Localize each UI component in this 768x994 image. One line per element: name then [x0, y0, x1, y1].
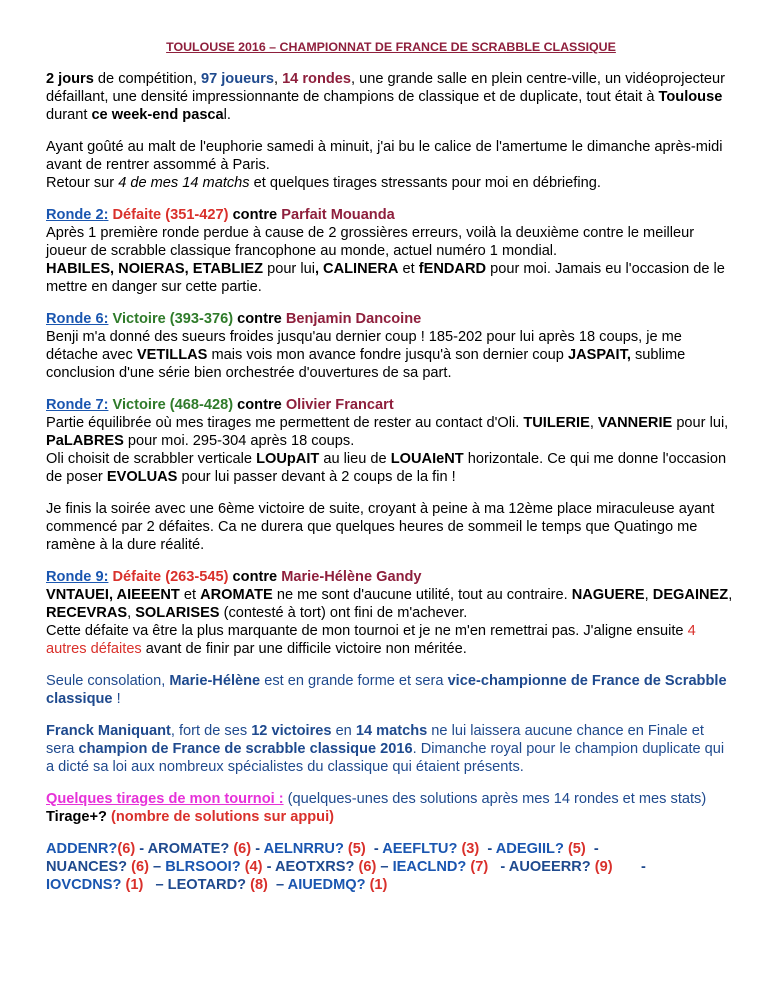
- champion-paragraph: Franck Maniquant, fort de ses 12 victoires en 14 matchs ne lui laissera aucune chance en Finale et sera champion de France de scrabble classique 2016. Dimanche royal pour le champion duplicate qui a dicté sa loi aux nombreux spécialistes du classique qui étaient présents.: [46, 723, 725, 775]
- tirage-separator: -: [612, 859, 650, 875]
- round-2-result: Défaite (351-427): [108, 207, 229, 223]
- tirage-word: IOVCDNS?: [46, 877, 126, 893]
- tirage-count: (9): [594, 859, 613, 875]
- tirage-word: AROMATE?: [147, 841, 234, 857]
- round-7-link[interactable]: Ronde 7:: [46, 397, 109, 413]
- tirage-count: (6): [117, 841, 136, 857]
- defeats-highlight: 4 autres défaites: [46, 623, 696, 657]
- tirage-separator: -: [135, 841, 148, 857]
- tirage-word: NUANCES?: [46, 859, 132, 875]
- round-2-link[interactable]: Ronde 2: [46, 207, 104, 223]
- tirage-count: (1): [125, 877, 144, 893]
- tirage-separator: –: [143, 877, 168, 893]
- words: , CALINERA: [314, 261, 399, 277]
- words: VETILLAS: [136, 347, 208, 363]
- round-2-opponent: Parfait Mouanda: [281, 207, 395, 223]
- tirage-count: (6): [358, 859, 377, 875]
- tirage-word: AUOEERR?: [508, 859, 595, 875]
- tirage-word: BLRSOOI?: [165, 859, 245, 875]
- tirage-separator: -: [262, 859, 275, 875]
- tirage-separator: –: [376, 859, 393, 875]
- round-6-link[interactable]: Ronde 6:: [46, 311, 109, 327]
- tirage-word: ADDENR?: [46, 841, 118, 857]
- words: HABILES, NOIERAS, ETABLIEZ: [46, 261, 264, 277]
- tirage-count: (4): [244, 859, 263, 875]
- tirages-heading-link[interactable]: Quelques tirages de mon tournoi :: [46, 791, 284, 807]
- words: TUILERIE: [523, 415, 590, 431]
- words: VANNERIE: [597, 415, 673, 431]
- round-6-section: Ronde 6: Victoire (393-376) contre Benjamin Dancoine Benji m'a donné des sueurs froides jusqu'au dernier coup ! 185-202 pour lui après 18 coups, je me détache avec VETILLAS mais vois mon avance fondre jusqu'à son dernier coup JASPAIT, sublime conclusion d'une série bien orchestrée d'ouvertures de sa part.: [46, 311, 686, 381]
- words: DEGAINEZ: [652, 587, 729, 603]
- tirage-word: LEOTARD?: [167, 877, 251, 893]
- tirage-separator: –: [148, 859, 166, 875]
- document-title: TOULOUSE 2016 – CHAMPIONNAT DE FRANCE DE SCRABBLE CLASSIQUE: [166, 40, 616, 54]
- tirage-count: (3): [461, 841, 480, 857]
- tirage-count: (7): [470, 859, 489, 875]
- tirage-count: (5): [347, 841, 366, 857]
- context-paragraph: Ayant goûté au malt de l'euphorie samedi à minuit, j'ai bu le calice de l'amertume le dimanche après-midi avant de rentrer assommé à Paris. Retour sur 4 de mes 14 matchs et quelques tirages stressants pour moi en débriefing.: [46, 139, 723, 191]
- tirage-word: ADEGIIL?: [495, 841, 568, 857]
- words: PaLABRES: [46, 433, 124, 449]
- tirage-separator: –: [267, 877, 288, 893]
- tirage-separator: -: [585, 841, 607, 857]
- round-2-section: Ronde 2: Défaite (351-427) contre Parfait Mouanda Après 1 première ronde perdue à cause de 2 grossières erreurs, voilà la deuxième contre le meilleur joueur de scrabble classique francophone au monde, actuel numéro 1 mondial. HABILES, NOIERAS, ETABLIEZ pour lui, CALINERA et fENDARD pour moi. Jamais eu l'occasion de le mettre en danger sur cette partie.: [46, 207, 725, 295]
- words: EVOLUAS: [106, 469, 178, 485]
- tirage-separator: -: [479, 841, 496, 857]
- days-count: 2 jours: [46, 71, 94, 87]
- tirage-word: IEACLND?: [392, 859, 471, 875]
- round-6-result: Victoire (393-376): [108, 311, 234, 327]
- round-9-result: Défaite (263-545): [108, 569, 229, 585]
- round-9-opponent: Marie-Hélène Gandy: [281, 569, 422, 585]
- tirages-list: [46, 840, 736, 894]
- round-7-opponent: Olivier Francart: [285, 397, 394, 413]
- players-count: 97 joueurs: [200, 71, 274, 87]
- round-7-section: Ronde 7: Victoire (468-428) contre Olivier Francart Partie équilibrée où mes tirages me permettent de rester au contact d'Oli. TUILERIE, VANNERIE pour lui, PaLABRES pour moi. 295-304 après 18 coups. Oli choisit de scrabbler verticale LOUpAIT au lieu de LOUAIeNT horizontale. Ce qui me donne l'occasion de poser EVOLUAS pour lui passer devant à 2 coups de la fin !: [46, 397, 729, 485]
- tirage-count: (1): [369, 877, 388, 893]
- rounds-count: 14 rondes: [282, 71, 352, 87]
- round-7-result: Victoire (468-428): [108, 397, 234, 413]
- intro-paragraph: 2 jours de compétition, 97 joueurs, 14 rondes, une grande salle en plein centre-ville, un vidéoprojecteur défaillant, une densité impressionnante de champions de classique et de duplicate, tout était à Toulouse durant ce week-end pascal.: [46, 71, 726, 123]
- matches-highlight: 4 de mes 14 matchs: [118, 175, 250, 191]
- tirage-count: (8): [250, 877, 268, 893]
- tirage-count: (5): [567, 841, 586, 857]
- round-9-link[interactable]: Ronde 9:: [46, 569, 109, 585]
- document-page: [46, 38, 736, 908]
- tirage-separator: -: [365, 841, 383, 857]
- round-9-section: Ronde 9: Défaite (263-545) contre Marie-Hélène Gandy VNTAUEI, AIEEENT et AROMATE ne me sont d'aucune utilité, tout au contraire. NAGUERE, DEGAINEZ, RECEVRAS, SOLARISES (contesté à tort) ont fini de m'achever. Cette défaite va être la plus marquante de mon tournoi et je ne m'en remettrai pas. J'aligne ensuite 4 autres défaites avant de finir par une difficile victoire non méritée.: [46, 569, 733, 657]
- words: LOUpAIT: [256, 451, 320, 467]
- words: NAGUERE: [571, 587, 645, 603]
- words: SOLARISES: [135, 605, 220, 621]
- tirages-intro: Quelques tirages de mon tournoi : (quelques-unes des solutions après mes 14 rondes et mes stats) Tirage+? (nombre de solutions sur appui): [46, 791, 707, 825]
- tirage-word: AEEFLTU?: [382, 841, 462, 857]
- tirage-word: AIUEDMQ?: [287, 877, 370, 893]
- round-6-opponent: Benjamin Dancoine: [285, 311, 422, 327]
- city-name: Toulouse: [658, 89, 723, 105]
- words: JASPAIT,: [567, 347, 631, 363]
- words: fENDARD: [418, 261, 487, 277]
- weekend-text: ce week-end pasca: [91, 107, 224, 123]
- tirage-separator: -: [488, 859, 509, 875]
- tirage-word: AELNRRU?: [263, 841, 348, 857]
- words: LOUAIeNT: [390, 451, 464, 467]
- words: RECEVRAS: [46, 605, 128, 621]
- tirage-count: (6): [233, 841, 252, 857]
- tirage-count: (6): [131, 859, 149, 875]
- tirage-word: AEOTXRS?: [274, 859, 359, 875]
- evening-paragraph: Je finis la soirée avec une 6ème victoire de suite, croyant à peine à ma 12ème place miraculeuse ayant commencé par 2 défaites. Ca ne durera que quelques heures de sommeil le temps que Quatingo me ramène à la dure réalité.: [46, 501, 715, 553]
- tirage-separator: -: [251, 841, 264, 857]
- consolation-paragraph: Seule consolation, Marie-Hélène est en grande forme et sera vice-championne de France de Scrabble classique !: [46, 673, 727, 707]
- words: AROMATE: [200, 587, 273, 603]
- words: VNTAUEI, AIEEENT: [46, 587, 180, 603]
